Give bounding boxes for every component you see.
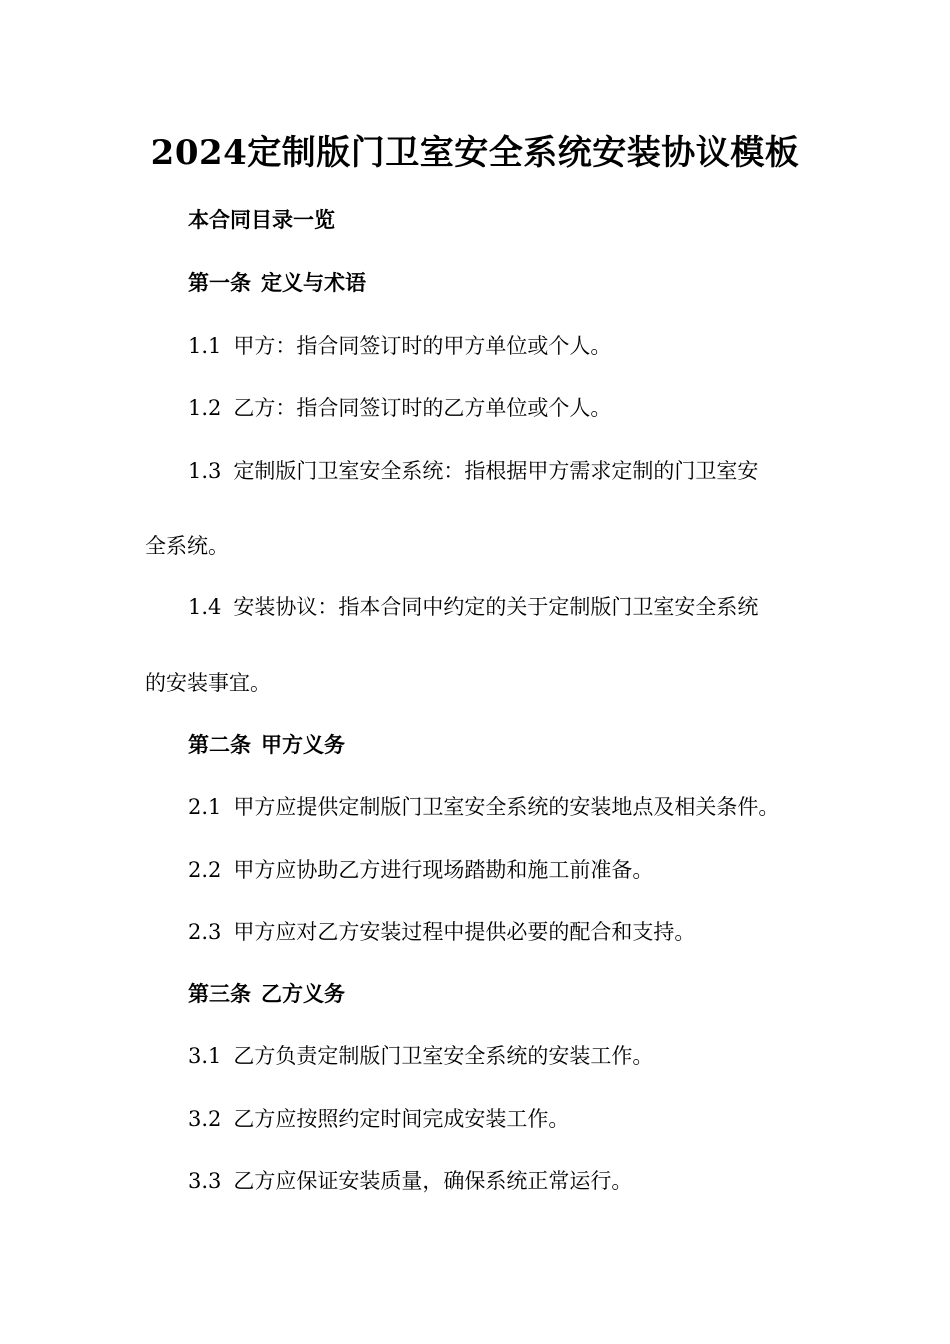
clause-item: [188, 592, 758, 622]
clause-item: [188, 331, 611, 361]
section-heading: [188, 979, 345, 1009]
clause-number: 1.1: [188, 334, 222, 358]
clause-text: 安装协议：指本合同中约定的关于定制版门卫室安全系统: [233, 595, 759, 619]
document-title: 2024定制版门卫室安全系统安装协议模板: [150, 133, 800, 173]
clause-text: 甲方应协助乙方进行现场踏勘和施工前准备。: [233, 858, 654, 882]
section-title: 甲方义务: [261, 732, 345, 757]
clause-item: [188, 1041, 653, 1071]
clause-item: [188, 917, 695, 947]
section-number: 第二条: [188, 732, 251, 757]
section-number: 第一条: [188, 270, 251, 295]
section-title: 定义与术语: [261, 270, 366, 295]
section-number: 第三条: [188, 981, 251, 1006]
clause-continuation: 全系统。: [145, 534, 229, 558]
clause-text: 甲方应提供定制版门卫室安全系统的安装地点及相关条件。: [233, 795, 780, 819]
clause-item: [188, 1104, 569, 1134]
section-heading: [188, 268, 366, 298]
clause-text: 乙方应按照约定时间完成安装工作。: [233, 1107, 570, 1131]
clause-item: [188, 456, 758, 486]
clause-text: 甲方应对乙方安装过程中提供必要的配合和支持。: [233, 920, 696, 944]
clause-number: 1.2: [188, 396, 222, 420]
clause-item: [188, 1166, 632, 1196]
clause-text: 定制版门卫室安全系统：指根据甲方需求定制的门卫室安: [233, 459, 759, 483]
clause-number: 1.4: [188, 595, 222, 619]
clause-item: [188, 393, 611, 423]
clause-number: 2.1: [188, 795, 222, 819]
clause-item: [188, 855, 653, 885]
clause-text: 甲方：指合同签订时的甲方单位或个人。: [233, 334, 612, 358]
section-heading: [188, 730, 345, 760]
clause-number: 2.3: [188, 920, 222, 944]
clause-number: 3.3: [188, 1169, 222, 1193]
clause-continuation: 的安装事宜。: [145, 671, 271, 695]
toc-heading: 本合同目录一览: [188, 207, 335, 232]
clause-number: 2.2: [188, 858, 222, 882]
clause-text: 乙方：指合同签订时的乙方单位或个人。: [233, 396, 612, 420]
clause-item: [188, 792, 779, 822]
section-title: 乙方义务: [261, 981, 345, 1006]
clause-number: 3.2: [188, 1107, 222, 1131]
clause-number: 3.1: [188, 1044, 222, 1068]
clause-number: 1.3: [188, 459, 222, 483]
clause-text: 乙方应保证安装质量，确保系统正常运行。: [233, 1169, 633, 1193]
clause-text: 乙方负责定制版门卫室安全系统的安装工作。: [233, 1044, 654, 1068]
